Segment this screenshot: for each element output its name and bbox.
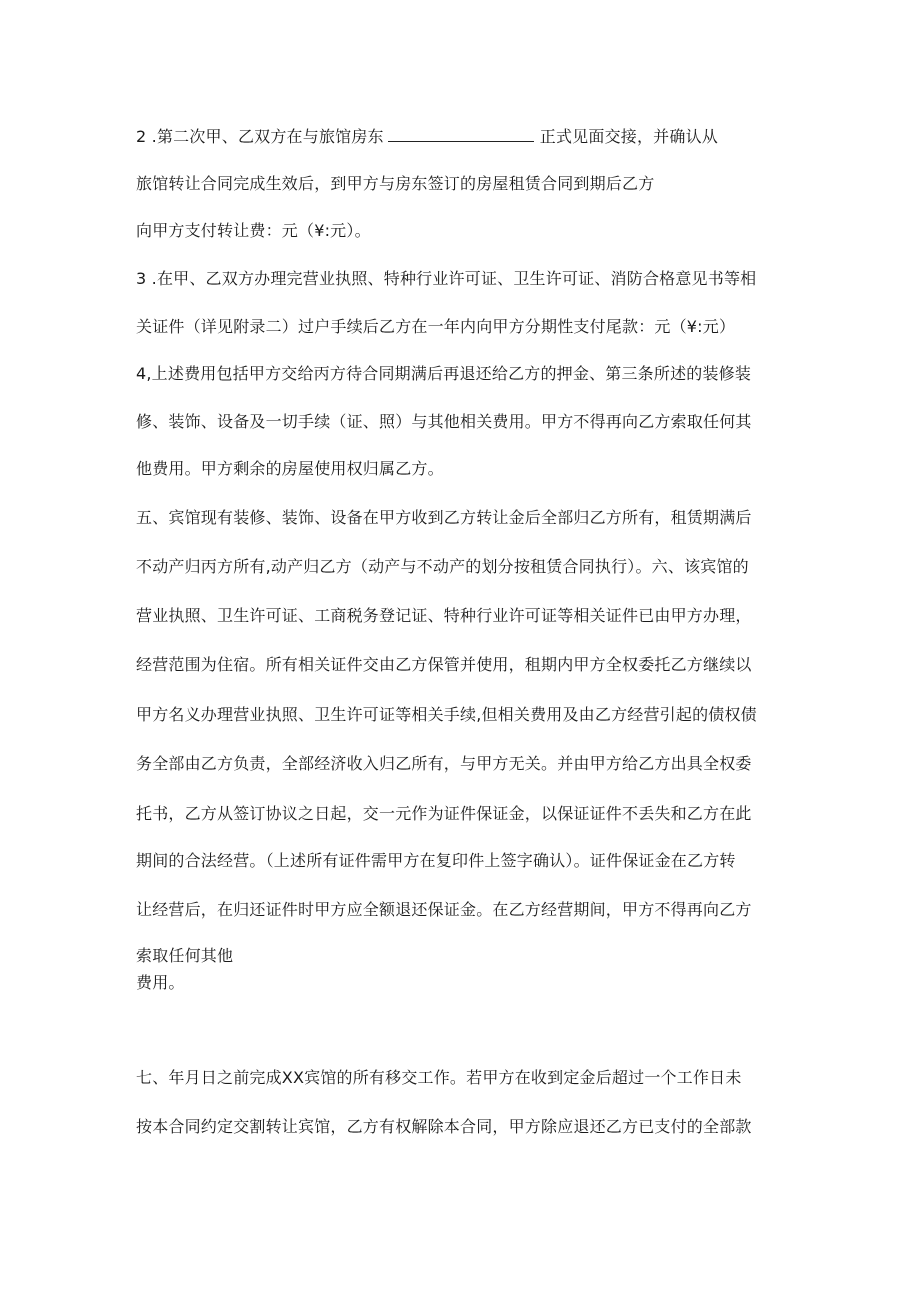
line-9: 五、宾馆现有装修、装饰、设备在甲方收到乙方转让金后全部归乙方所有，租赁期满后 <box>136 508 752 527</box>
line-1-text-before: 2 .第二次甲、乙双方在与旅馆房东 <box>136 127 384 146</box>
line-17: 让经营后，在归还证件时甲方应全额退还保证金。在乙方经营期间，甲方不得再向乙方 <box>136 900 752 919</box>
line-6: 4,上述费用包括甲方交给丙方待合同期满后再退还给乙方的押金、第三条所述的装修装 <box>136 364 752 383</box>
line-16: 期间的合法经营。（上述所有证件需甲方在复印件上签字确认）。证件保证金在乙方转 <box>136 851 736 870</box>
line-5: 关证件（详见附录二）过户手续后乙方在一年内向甲方分期性支付尾款：元（¥:元） <box>136 317 736 336</box>
line-12: 经营范围为住宿。所有相关证件交由乙方保管并使用，租期内甲方全权委托乙方继续以 <box>136 655 752 674</box>
line-11: 营业执照、卫生许可证、工商税务登记证、特种行业许可证等相关证件已由甲方办理， <box>136 606 752 625</box>
line-18: 索取任何其他 <box>136 946 234 965</box>
line-1-text-after: 正式见面交接，并确认从 <box>539 127 718 146</box>
line-2: 旅馆转让合同完成生效后，到甲方与房东签订的房屋租赁合同到期后乙方 <box>136 174 655 193</box>
line-10: 不动产归丙方所有,动产归乙方（动产与不动产的划分按租赁合同执行）。六、该宾馆的 <box>136 557 749 576</box>
line-8: 他费用。甲方剩余的房屋使用权归属乙方。 <box>136 459 444 478</box>
line-4: 3 .在甲、乙双方办理完营业执照、特种行业许可证、卫生许可证、消防合格意见书等相 <box>136 269 757 288</box>
landlord-name-blank <box>388 127 534 142</box>
line-13: 甲方名义办理营业执照、卫生许可证等相关手续,但相关费用及由乙方经营引起的债权债 <box>136 705 757 724</box>
line-20: 七、年月日之前完成XX宾馆的所有移交工作。若甲方在收到定金后超过一个工作日未 <box>136 1068 742 1087</box>
line-14: 务全部由乙方负责，全部经济收入归乙所有，与甲方无关。并由甲方给乙方出具全权委 <box>136 754 752 773</box>
line-7: 修、装饰、设备及一切手续（证、照）与其他相关费用。甲方不得再向乙方索取任何其 <box>136 412 752 431</box>
line-3: 向甲方支付转让费：元（¥:元）。 <box>136 221 371 240</box>
line-15: 托书，乙方从签订协议之日起，交一元作为证件保证金，以保证证件不丢失和乙方在此 <box>136 804 752 823</box>
line-19: 费用。 <box>136 973 185 992</box>
line-21: 按本合同约定交割转让宾馆，乙方有权解除本合同，甲方除应退还乙方已支付的全部款 <box>136 1117 752 1136</box>
line-1 <box>136 127 718 147</box>
